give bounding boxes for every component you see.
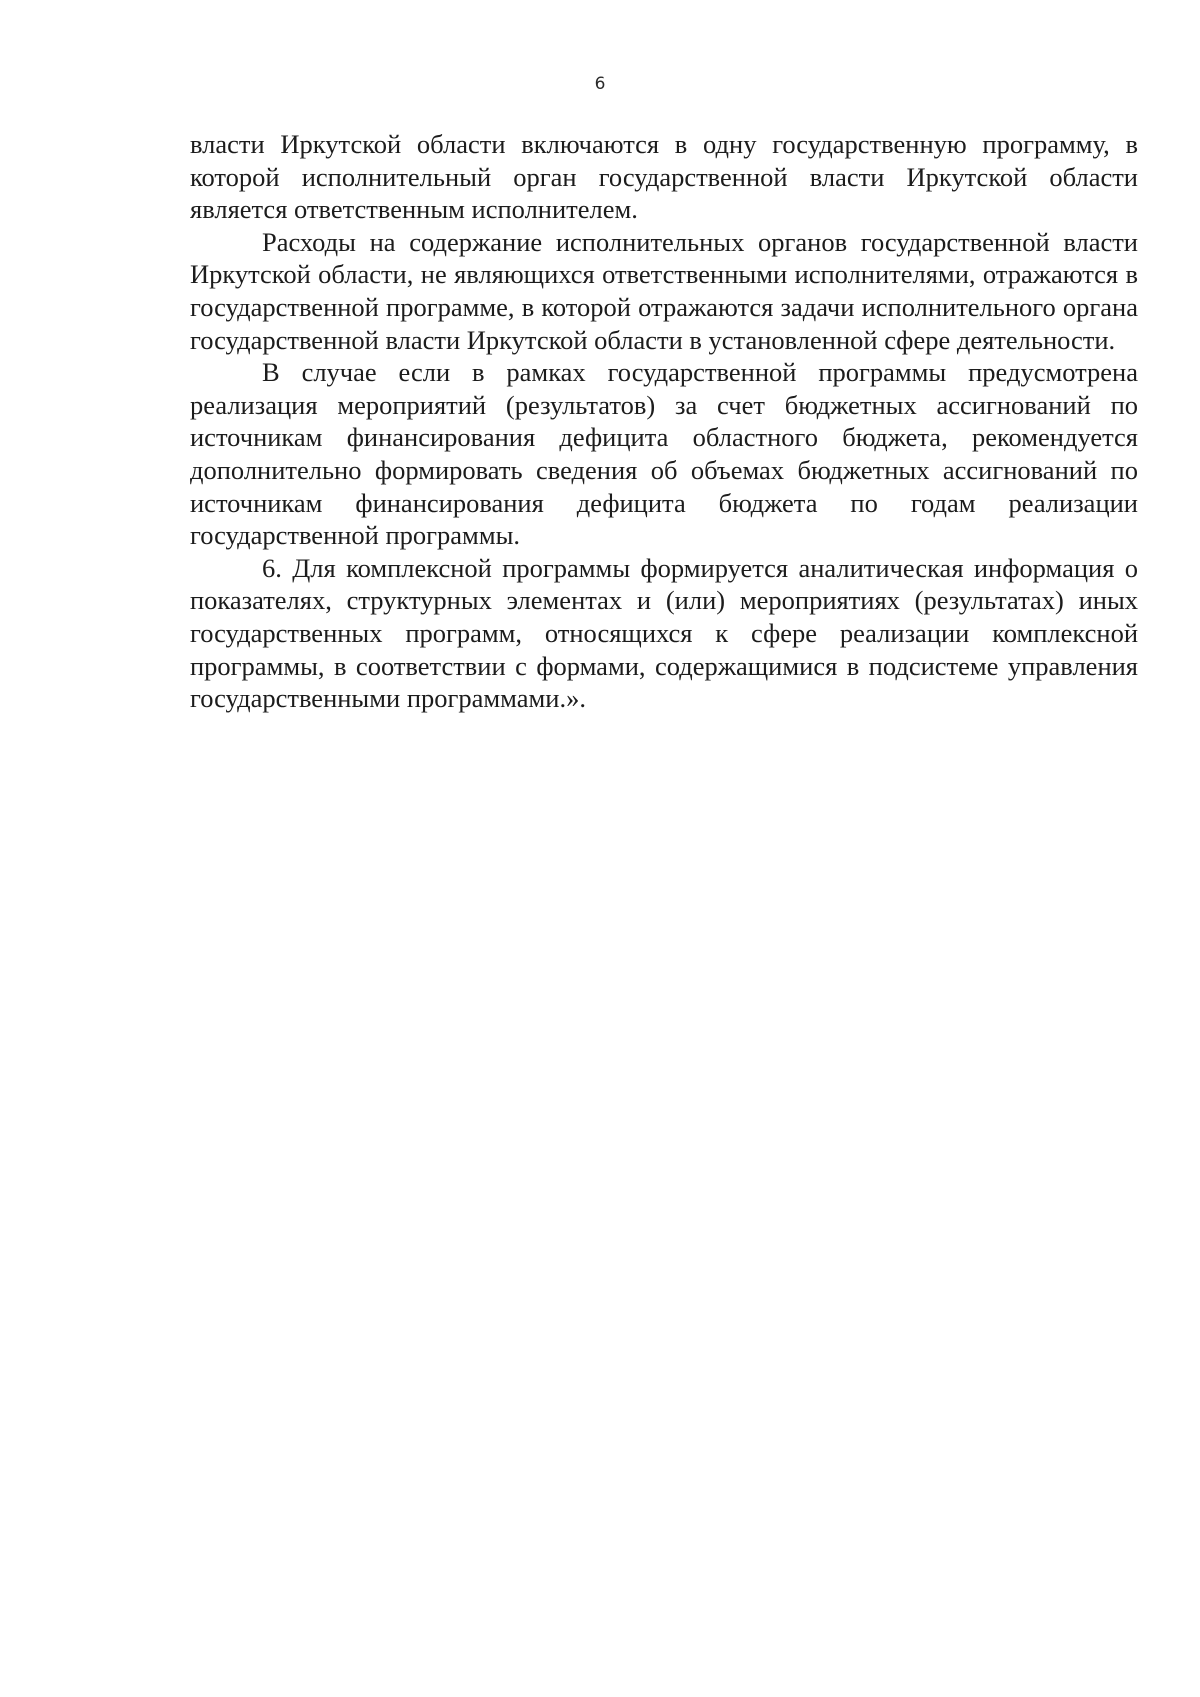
paragraph-continuation: власти Иркутской области включаются в одну государственную программу, в которой исполнительный орган государственной власти Иркутской области является ответственным исполнителем.: [190, 129, 1138, 225]
page-number: 6: [594, 74, 606, 94]
paragraph-expenses: Расходы на содержание исполнительных органов государственной власти Иркутской области, не являющихся ответственными исполнителями, отражаются в государственной программе, в которой отражаются задачи исполнительного органа государственной власти Иркутской области в установленной сфере деятельности.: [190, 226, 1138, 355]
document-body: [190, 128, 1138, 715]
paragraph-item-6: 6. Для комплексной программы формируется аналитическая информация о показателях, структурных элементах и (или) мероприятиях (результатах) иных государственных программ, относящихся к сфере реализации комплексной программы, в соответствии с формами, содержащимися в подсистеме управления государственными программами.».: [190, 552, 1138, 714]
paragraph-deficit-financing: В случае если в рамках государственной программы предусмотрена реализация мероприятий (результатов) за счет бюджетных ассигнований по источникам финансирования дефицита областного бюджета, рекомендуется дополнительно формировать сведения об объемах бюджетных ассигнований по источникам финансирования дефицита бюджета по годам реализации государственной программы.: [190, 357, 1138, 551]
